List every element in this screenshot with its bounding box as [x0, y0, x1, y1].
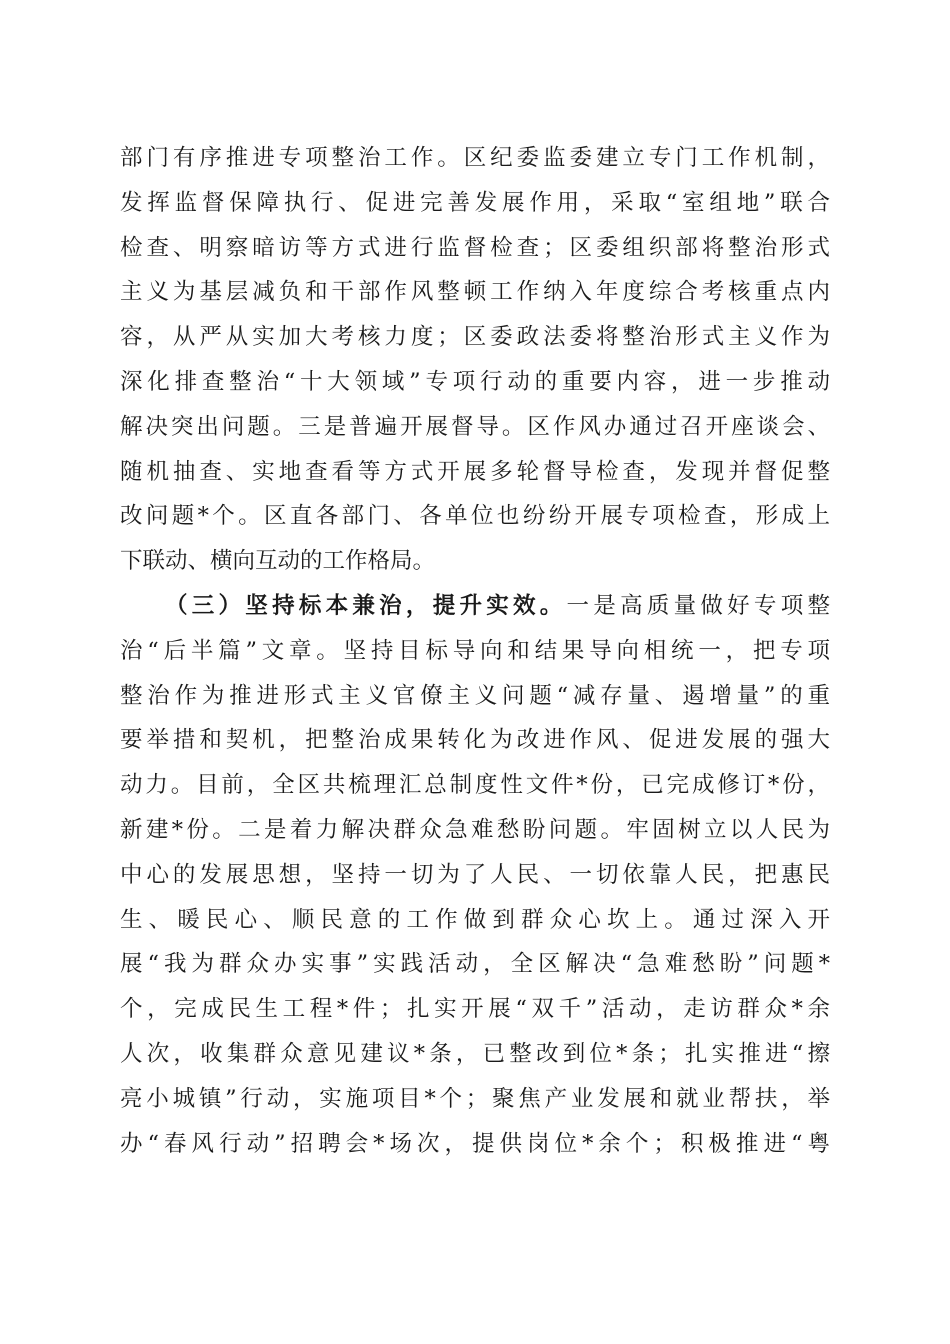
paragraph-2 — [120, 584, 830, 1166]
text-line: 随机抽查、实地查看等方式开展多轮督导检查，发现并督促整 — [120, 458, 830, 485]
text-line: 下联动、横向互动的工作格局。 — [120, 548, 436, 575]
text-line: 部门有序推进专项整治工作。区纪委监委建立专门工作机制， — [120, 145, 830, 171]
text-line: 动力。目前，全区共梳理汇总制度性文件*份，已完成修订*份， — [120, 772, 830, 799]
section-heading: （三）坚持标本兼治，提升实效。 — [165, 592, 567, 619]
text-line: 办“春风行动”招聘会*场次，提供岗位*余个；积极推进“粤 — [120, 1130, 830, 1157]
text-line: 检查、明察暗访等方式进行监督检查；区委组织部将整治形式 — [120, 234, 830, 261]
text-line: 深化排查整治“十大领域”专项行动的重要内容，进一步推动 — [120, 368, 830, 395]
text-line: 整治作为推进形式主义官僚主义问题“减存量、遏增量”的重 — [120, 682, 830, 709]
text-line: 中心的发展思想，坚持一切为了人民、一切依靠人民，把惠民 — [120, 861, 830, 888]
text-line: 个，完成民生工程*件；扎实开展“双千”活动，走访群众*余 — [120, 996, 830, 1023]
text-line: 治“后半篇”文章。坚持目标导向和结果导向相统一，把专项 — [120, 637, 830, 664]
text-line: 发挥监督保障执行、促进完善发展作用，采取“室组地”联合 — [120, 189, 830, 216]
text-line: 新建*份。二是着力解决群众急难愁盼问题。牢固树立以人民为 — [120, 816, 830, 843]
section-first-line-text: 一是高质量做好专项整 — [566, 592, 830, 619]
document-body — [120, 136, 830, 1166]
text-line: 改问题*个。区直各部门、各单位也纷纷开展专项检查，形成上 — [120, 503, 830, 530]
text-line: 容，从严从实加大考核力度；区委政法委将整治形式主义作为 — [120, 324, 830, 351]
text-line: 要举措和契机，把整治成果转化为改进作风、促进发展的强大 — [120, 727, 830, 754]
text-line: 解决突出问题。三是普遍开展督导。区作风办通过召开座谈会、 — [120, 413, 830, 440]
text-line: 主义为基层减负和干部作风整顿工作纳入年度综合考核重点内 — [120, 279, 830, 306]
text-line: 展“我为群众办实事”实践活动，全区解决“急难愁盼”问题* — [120, 951, 830, 978]
text-line: 生、暖民心、顺民意的工作做到群众心坎上。通过深入开 — [120, 906, 830, 933]
text-line: 亮小城镇”行动，实施项目*个；聚焦产业发展和就业帮扶，举 — [120, 1085, 830, 1112]
text-line: 人次，收集群众意见建议*条，已整改到位*条；扎实推进“擦 — [120, 1040, 830, 1067]
section-first-line — [120, 584, 830, 629]
paragraph-1 — [120, 136, 830, 584]
